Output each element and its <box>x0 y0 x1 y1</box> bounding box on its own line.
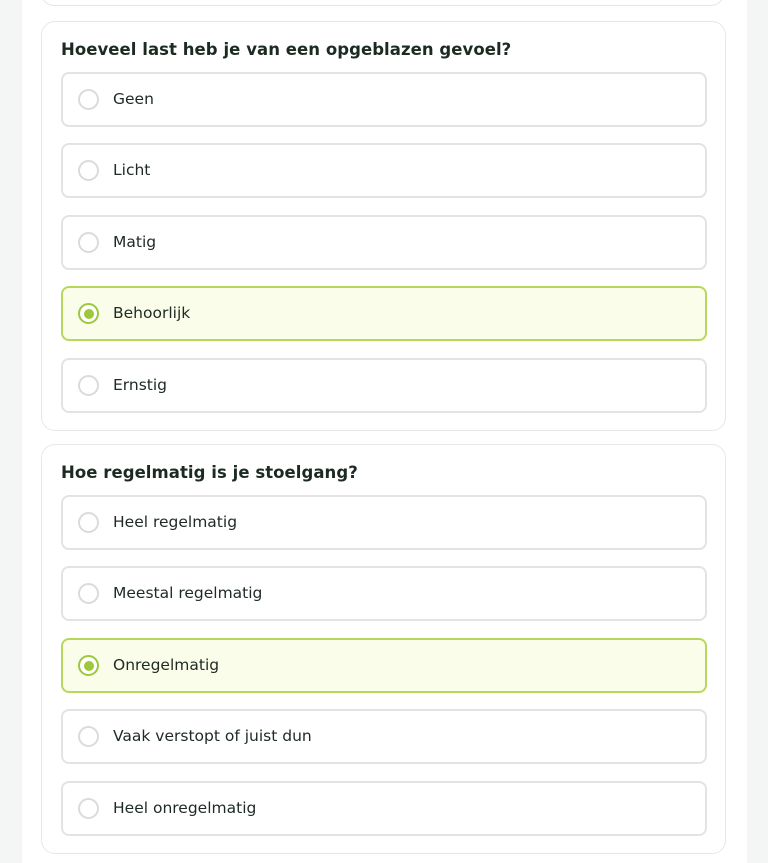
answer-option-label: Heel onregelmatig <box>113 799 257 817</box>
radio-button-icon[interactable] <box>78 375 99 396</box>
question-title: Hoe regelmatig is je stoelgang? <box>61 463 358 482</box>
answer-option-meestal-regelmatig[interactable] <box>61 566 707 621</box>
answer-option-ernstig[interactable] <box>61 358 707 413</box>
answer-option-label: Behoorlijk <box>113 304 191 322</box>
radio-button-icon[interactable] <box>78 160 99 181</box>
answer-option-label: Geen <box>113 90 154 108</box>
answer-option-geen[interactable] <box>61 72 707 127</box>
answer-option-label: Meestal regelmatig <box>113 584 263 602</box>
answer-option-vaak-verstopt[interactable] <box>61 709 707 764</box>
answer-option-heel-onregelmatig[interactable] <box>61 781 707 836</box>
answer-option-label: Vaak verstopt of juist dun <box>113 727 312 745</box>
answer-option-licht[interactable] <box>61 143 707 198</box>
answer-option-matig[interactable] <box>61 215 707 270</box>
radio-button-icon[interactable] <box>78 232 99 253</box>
question-card-bowel-regularity <box>41 444 726 854</box>
radio-button-icon[interactable] <box>78 89 99 110</box>
radio-button-selected-icon[interactable] <box>78 303 99 324</box>
question-title: Hoeveel last heb je van een opgeblazen gevoel? <box>61 40 512 59</box>
radio-button-icon[interactable] <box>78 798 99 819</box>
answer-option-behoorlijk[interactable] <box>61 286 707 341</box>
radio-button-icon[interactable] <box>78 726 99 747</box>
answer-option-label: Ernstig <box>113 376 168 394</box>
answer-option-label: Licht <box>113 161 151 179</box>
answer-option-label: Matig <box>113 233 157 251</box>
answer-option-label: Heel regelmatig <box>113 513 238 531</box>
radio-button-icon[interactable] <box>78 512 99 533</box>
answer-option-label: Onregelmatig <box>113 656 220 674</box>
radio-button-icon[interactable] <box>78 583 99 604</box>
answer-option-heel-regelmatig[interactable] <box>61 495 707 550</box>
answer-option-onregelmatig[interactable] <box>61 638 707 693</box>
previous-question-card <box>41 0 724 6</box>
radio-button-selected-icon[interactable] <box>78 655 99 676</box>
question-card-bloating <box>41 21 726 431</box>
